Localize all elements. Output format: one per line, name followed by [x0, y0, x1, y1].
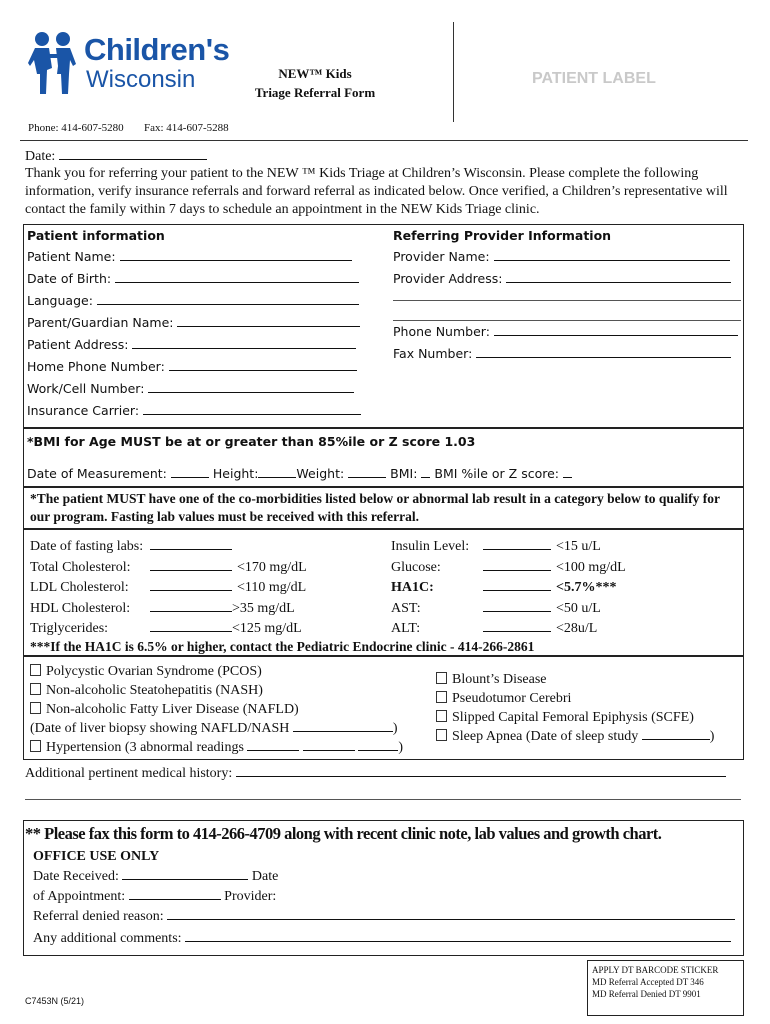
date-line[interactable]	[59, 148, 207, 160]
glucose-label: Glucose:	[391, 559, 441, 575]
bp-reading-2-line[interactable]	[303, 739, 355, 751]
liver-biopsy-label: (Date of liver biopsy showing NAFLD/NASH	[30, 721, 290, 736]
labs-left-column	[30, 537, 360, 640]
ldl-cholesterol-range: <110 mg/dL	[237, 580, 307, 595]
checkbox-icon[interactable]	[436, 691, 447, 703]
children-figures-icon	[28, 30, 80, 98]
lab-row[interactable]	[30, 619, 360, 640]
provider-address-line[interactable]	[506, 271, 731, 283]
alt-line[interactable]	[483, 620, 551, 632]
appointment-date-label: Date	[251, 869, 279, 884]
weight-label: Weight:	[296, 466, 345, 481]
patient-address-line[interactable]	[132, 337, 356, 349]
total-cholesterol-line[interactable]	[150, 559, 232, 571]
provider-address-line-2[interactable]	[393, 300, 741, 301]
checkbox-icon[interactable]	[436, 710, 447, 722]
work-phone-label: Work/Cell Number:	[27, 381, 145, 396]
total-cholesterol-range: <170 mg/dL	[237, 559, 307, 575]
ha1c-note: ***If the HA1C is 6.5% or higher, contact the Pediatric Endocrine clinic - 414-266-2861	[30, 639, 535, 654]
ha1c-label: HA1C:	[391, 580, 434, 595]
checkbox-icon[interactable]	[30, 740, 41, 752]
date-field[interactable]	[25, 148, 207, 165]
triglycerides-line[interactable]	[150, 620, 232, 632]
condition-blounts: Blount’s Disease	[452, 672, 547, 687]
appointment-field[interactable]	[33, 888, 276, 905]
provider-address-field[interactable]	[393, 271, 731, 286]
contact-phone: Phone: 414-607-5280	[28, 122, 124, 134]
history-line-1[interactable]	[236, 765, 726, 777]
condition-item[interactable]	[436, 689, 742, 708]
lab-row[interactable]	[391, 619, 741, 640]
checkbox-icon[interactable]	[436, 729, 447, 741]
history-line-2[interactable]	[25, 799, 741, 800]
condition-item[interactable]: (Date of liver biopsy showing NAFLD/NASH )	[30, 721, 398, 736]
labs-right-column	[391, 537, 741, 640]
condition-nafld: Non-alcoholic Fatty Liver Disease (NAFLD)	[46, 702, 299, 717]
checkbox-icon[interactable]	[436, 672, 447, 684]
lab-row[interactable]	[391, 537, 741, 558]
measurement-date-label: Date of Measurement:	[27, 466, 167, 481]
alt-range: <28u/L	[556, 621, 598, 636]
language-line[interactable]	[97, 293, 359, 305]
condition-item[interactable]: Sleep Apnea (Date of sleep study )	[436, 727, 742, 746]
sticker-line-3: MD Referral Denied DT 9901	[592, 989, 701, 999]
conditions-left-column	[30, 662, 430, 757]
dob-field[interactable]	[27, 271, 359, 286]
bmi-percentile-label: BMI %ile or Z score:	[434, 466, 559, 481]
work-phone-field[interactable]	[27, 381, 354, 396]
condition-item[interactable]	[436, 670, 742, 689]
lab-row[interactable]	[30, 558, 360, 579]
bp-reading-3-line[interactable]	[358, 739, 398, 751]
hdl-cholesterol-line[interactable]	[150, 600, 232, 612]
intro-text: Thank you for referring your patient to the NEW ™ Kids Triage at Children’s Wisconsin. Please complete the following information, verify insurance referrals and forward referral as indicated below. Once verified, a Children’s representative will contact the family within 7 days to schedule an appointment in the NEW Kids Triage clinic.	[25, 166, 728, 217]
bmi-percentile-line[interactable]	[563, 466, 572, 478]
provider-name-line[interactable]	[494, 249, 730, 261]
header-rule	[20, 140, 748, 141]
home-phone-line[interactable]	[169, 359, 357, 371]
insurance-field[interactable]	[27, 403, 361, 418]
comments-line[interactable]	[185, 930, 731, 942]
logo-text-childrens: Children's	[84, 32, 230, 67]
provider-info-heading: Referring Provider Information	[393, 228, 612, 243]
weight-line[interactable]	[348, 466, 386, 478]
history-label: Additional pertinent medical history:	[25, 766, 233, 781]
comorbid-note: *The patient MUST have one of the co-morbidities listed below or abnormal lab result in a category below to qualify for our program. Fasting lab values must be received with this referral.	[30, 491, 720, 524]
contact-fax: Fax: 414-607-5288	[144, 122, 229, 134]
lab-row[interactable]	[30, 599, 360, 620]
denied-reason-field[interactable]	[33, 908, 735, 925]
insulin-range: <15 u/L	[556, 539, 601, 554]
measurement-date-line[interactable]	[171, 466, 209, 478]
sticker-text	[592, 964, 718, 1000]
provider-fax-field[interactable]	[393, 346, 731, 361]
checkbox-icon[interactable]	[30, 683, 41, 695]
lab-row[interactable]	[391, 578, 741, 599]
ldl-cholesterol-line[interactable]	[150, 579, 232, 591]
hdl-cholesterol-label: HDL Cholesterol:	[30, 600, 131, 616]
lab-row[interactable]	[30, 537, 360, 558]
height-label: Height:	[212, 466, 259, 481]
form-title-line1: NEW™ Kids	[278, 66, 352, 81]
fax-note: ** Please fax this form to 414-266-4709 along with recent clinic note, lab values and growth chart.	[25, 824, 662, 843]
denied-reason-line[interactable]	[167, 908, 735, 920]
checkbox-icon[interactable]	[30, 664, 41, 676]
dob-line[interactable]	[115, 271, 359, 283]
condition-item[interactable]	[30, 662, 430, 681]
dob-label: Date of Birth:	[27, 271, 112, 286]
sleep-study-line[interactable]	[642, 728, 710, 740]
denied-reason-label: Referral denied reason:	[33, 909, 164, 924]
condition-item[interactable]	[30, 700, 430, 719]
condition-hypertension: Hypertension (3 abnormal readings	[46, 740, 244, 755]
guardian-label: Parent/Guardian Name:	[27, 315, 174, 330]
provider-phone-line[interactable]	[494, 324, 738, 336]
comments-label: Any additional comments:	[33, 931, 182, 946]
sticker-line-2: MD Referral Accepted DT 346	[592, 977, 704, 987]
patient-name-label: Patient Name:	[27, 249, 116, 264]
conditions-right-column	[436, 670, 742, 746]
insulin-line[interactable]	[483, 538, 551, 550]
ha1c-line[interactable]	[483, 579, 551, 591]
glucose-line[interactable]	[483, 559, 551, 571]
guardian-line[interactable]	[177, 315, 360, 327]
fasting-labs-date-label: Date of fasting labs:	[30, 539, 144, 554]
home-phone-label: Home Phone Number:	[27, 359, 165, 374]
bmi-measurements[interactable]	[27, 466, 572, 481]
hdl-cholesterol-range: >35 mg/dL	[232, 600, 295, 616]
work-phone-line[interactable]	[148, 381, 354, 393]
provider-name-field[interactable]	[393, 249, 730, 264]
triglycerides-range: <125 mg/dL	[232, 621, 302, 636]
logo-text-wisconsin: Wisconsin	[86, 66, 196, 93]
height-line[interactable]	[258, 466, 296, 478]
form-code: C7453N (5/21)	[25, 996, 85, 1006]
insurance-label: Insurance Carrier:	[27, 403, 140, 418]
ast-label: AST:	[391, 600, 421, 616]
condition-scfe: Slipped Capital Femoral Epiphysis (SCFE)	[452, 710, 694, 725]
provider-phone-field[interactable]	[393, 324, 738, 339]
home-phone-field[interactable]	[27, 359, 357, 374]
provider-phone-label: Phone Number:	[393, 324, 490, 339]
ast-line[interactable]	[483, 600, 551, 612]
insulin-label: Insulin Level:	[391, 539, 470, 554]
of-appointment-label: of Appointment:	[33, 889, 126, 904]
office-provider-label: Provider:	[224, 889, 277, 904]
patient-info-heading: Patient information	[27, 228, 165, 243]
lab-row[interactable]	[391, 599, 741, 620]
lab-row[interactable]	[391, 558, 741, 579]
liver-biopsy-line[interactable]	[293, 720, 393, 732]
condition-nash: Non-alcoholic Steatohepatitis (NASH)	[46, 683, 263, 698]
condition-pcos: Polycystic Ovarian Syndrome (PCOS)	[46, 664, 262, 679]
bmi-line[interactable]	[421, 466, 430, 478]
history-field[interactable]	[25, 765, 726, 782]
date-received-label: Date Received:	[33, 869, 119, 884]
condition-sleep-apnea: Sleep Apnea (Date of sleep study	[452, 729, 639, 744]
patient-name-field[interactable]	[27, 249, 352, 264]
provider-address-label: Provider Address:	[393, 271, 503, 286]
logo	[28, 30, 238, 100]
ast-range: <50 u/L	[556, 600, 601, 616]
language-field[interactable]	[27, 293, 359, 308]
condition-item[interactable]: Hypertension (3 abnormal readings )	[30, 738, 430, 757]
guardian-field[interactable]	[27, 315, 360, 330]
patient-address-field[interactable]	[27, 337, 356, 352]
triglycerides-label: Triglycerides:	[30, 621, 109, 636]
language-label: Language:	[27, 293, 93, 308]
appointment-line[interactable]	[129, 888, 221, 900]
date-received-field[interactable]	[33, 868, 278, 885]
checkbox-icon[interactable]	[30, 702, 41, 714]
form-title	[240, 64, 390, 102]
ldl-cholesterol-label: LDL Cholesterol:	[30, 580, 129, 595]
lab-row[interactable]	[30, 578, 360, 599]
form-title-line2: Triage Referral Form	[254, 85, 376, 100]
sticker-line-1: APPLY DT BARCODE STICKER	[592, 965, 719, 975]
patient-address-label: Patient Address:	[27, 337, 129, 352]
insurance-line[interactable]	[143, 403, 361, 415]
comments-field[interactable]	[33, 930, 731, 947]
office-use-heading: OFFICE USE ONLY	[33, 849, 160, 864]
glucose-range: <100 mg/dL	[556, 559, 626, 575]
patient-name-line[interactable]	[120, 249, 352, 261]
condition-item[interactable]	[436, 708, 742, 727]
provider-fax-label: Fax Number:	[393, 346, 473, 361]
bp-reading-1-line[interactable]	[247, 739, 299, 751]
total-cholesterol-label: Total Cholesterol:	[30, 559, 131, 575]
bmi-heading: *BMI for Age MUST be at or greater than 85%ile or Z score 1.03	[27, 434, 476, 449]
header-divider	[453, 22, 454, 122]
date-label: Date:	[25, 149, 56, 164]
condition-pseudotumor: Pseudotumor Cerebri	[452, 691, 572, 706]
bmi-label: BMI:	[390, 466, 418, 481]
provider-name-label: Provider Name:	[393, 249, 490, 264]
provider-fax-line[interactable]	[476, 346, 731, 358]
alt-label: ALT:	[391, 621, 421, 636]
provider-address-line-3[interactable]	[393, 320, 741, 321]
date-received-line[interactable]	[122, 868, 248, 880]
fasting-labs-date-line[interactable]	[150, 538, 232, 550]
condition-item[interactable]	[30, 681, 430, 700]
patient-label: PATIENT LABEL	[532, 70, 656, 87]
ha1c-range: <5.7%***	[556, 580, 617, 595]
